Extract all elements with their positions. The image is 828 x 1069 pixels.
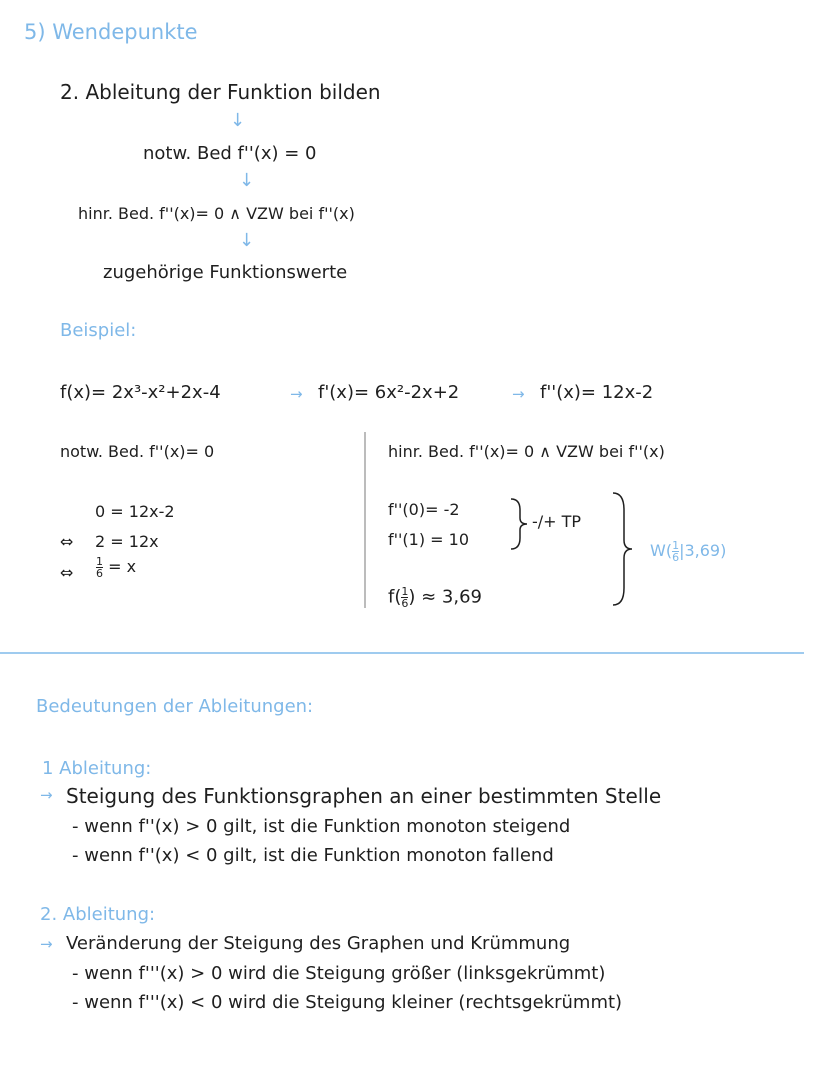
right-arrow-icon: →: [512, 385, 525, 403]
example-label: Beispiel:: [60, 320, 137, 341]
section-heading: 5) Wendepunkte: [24, 20, 198, 44]
function-f1: f'(x)= 6x²-2x+2: [318, 382, 460, 403]
second-derivative-bullet-1: - wenn f'''(x) > 0 wird die Steigung größer (linksgekrümmt): [72, 963, 606, 984]
equiv-symbol: ⇔: [60, 563, 74, 582]
equiv-symbol: ⇔: [60, 532, 74, 551]
down-arrow-icon: ↓: [230, 110, 246, 131]
notw-title: notw. Bed. f''(x)= 0: [60, 442, 215, 461]
check-line-1: f''(0)= -2: [388, 500, 460, 519]
result-point: W( $\frac{1}{6}$ |3,69): [650, 539, 727, 564]
notw-line-3: $\frac{1}{6}$ = x: [96, 555, 137, 580]
notw-line-1: 0 = 12x-2: [95, 502, 175, 521]
sign-change: -/+ TP: [532, 512, 582, 531]
check-line-2: f''(1) = 10: [388, 530, 470, 549]
step-3: hinr. Bed. f''(x)= 0 ∧ VZW bei f''(x): [78, 204, 355, 223]
first-derivative-bullet-1: - wenn f''(x) > 0 gilt, ist die Funktion monoton steigend: [72, 816, 571, 837]
section-separator: [0, 652, 804, 654]
fraction: $\frac{1}{6}$: [96, 555, 103, 580]
right-arrow-icon: →: [40, 786, 53, 804]
down-arrow-icon: ↓: [239, 230, 255, 251]
down-arrow-icon: ↓: [239, 170, 255, 191]
fraction: $\frac{1}{6}$: [672, 539, 680, 564]
brace-icon: [610, 490, 634, 608]
first-derivative-main: Steigung des Funktionsgraphen an einer bestimmten Stelle: [66, 784, 662, 808]
fraction: $\frac{1}{6}$: [401, 585, 409, 610]
step-1: 2. Ableitung der Funktion bilden: [60, 80, 381, 104]
second-derivative-title: 2. Ableitung:: [40, 904, 156, 925]
notw-line-2: 2 = 12x: [95, 532, 159, 551]
right-arrow-icon: →: [290, 385, 303, 403]
right-arrow-icon: →: [40, 935, 53, 953]
first-derivative-title: 1 Ableitung:: [42, 758, 152, 779]
function-f: f(x)= 2x³-x²+2x-4: [60, 382, 221, 403]
function-f2: f''(x)= 12x-2: [540, 382, 654, 403]
step-2: notw. Bed f''(x) = 0: [143, 143, 317, 164]
second-derivative-bullet-2: - wenn f'''(x) < 0 wird die Steigung kleiner (rechtsgekrümmt): [72, 992, 623, 1013]
hinr-title: hinr. Bed. f''(x)= 0 ∧ VZW bei f''(x): [388, 442, 665, 461]
second-derivative-main: Veränderung der Steigung des Graphen und Krümmung: [66, 933, 571, 954]
first-derivative-bullet-2: - wenn f''(x) < 0 gilt, ist die Funktion monoton fallend: [72, 845, 554, 866]
function-value: f( $\frac{1}{6}$ ) ≈ 3,69: [388, 585, 482, 610]
brace-icon: [508, 496, 530, 552]
step-4: zugehörige Funktionswerte: [103, 262, 348, 283]
column-divider: [364, 432, 366, 608]
meanings-title: Bedeutungen der Ableitungen:: [36, 696, 314, 717]
